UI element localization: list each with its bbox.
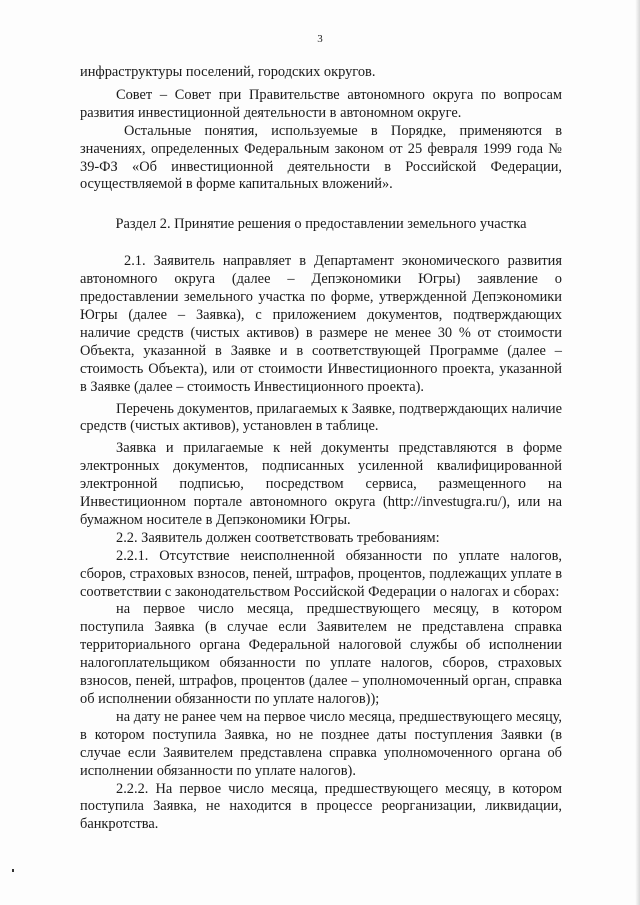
paragraph-other-terms: Остальные понятия, используемые в Порядке, применяются в значениях, определенных Федеральным законом от 25 февраля 1999 года № 39-ФЗ «Об инвестиционной деятельности в Российской Федерации, осуществляемой в форме капитальных вложений».	[80, 122, 562, 193]
paragraph-first-day-condition: на первое число месяца, предшествующего месяцу, в котором поступила Заявка (в случае если Заявителем не представлена справка территориального органа Федеральной налоговой службы об исполнении налогоплательщиком обязанности по уплате налогов, сборов, страховых взносов, пеней, штрафов, процентов (далее – уполномоченный орган, справка об исполнении обязанности по уплате налогов));	[80, 601, 562, 707]
paragraph-date-condition: на дату не ранее чем на первое число месяца, предшествующего месяцу, в котором поступила Заявка, но не позднее даты поступления Заявки (в случае если Заявителем представлена справка уполномоченного органа об исполнении обязанности по уплате налогов).	[80, 708, 562, 779]
scan-artifact	[12, 869, 14, 872]
paragraph-2-2-1: 2.2.1. Отсутствие неисполненной обязанности по уплате налогов, сборов, страховых взносов, пеней, штрафов, процентов, подлежащих уплате в соответствии с законодательством Российской Федерации о налогах и сборах:	[80, 547, 562, 600]
paragraph-documents-list: Перечень документов, прилагаемых к Заявке, подтверждающих наличие средств (чистых активов), установлен в таблице.	[80, 400, 562, 435]
paragraph-council-definition: Совет – Совет при Правительстве автономного округа по вопросам развития инвестиционной деятельности в автономном округе.	[80, 86, 562, 121]
paragraph-submission-form: Заявка и прилагаемые к ней документы представляются в форме электронных документов, подписанных усиленной квалифицированной электронной подписью, посредством сервиса, размещенного на Инвестиционном портале автономного округа (http://investugra.ru/), или на бумажном носителе в Депэкономики Югры.	[80, 440, 562, 528]
paragraph-2-2-2: 2.2.2. На первое число месяца, предшествующего месяцу, в котором поступила Заявка, не находится в процессе реорганизации, ликвидации, банкротства.	[80, 780, 562, 833]
paragraph-2-2: 2.2. Заявитель должен соответствовать требованиям:	[116, 529, 440, 546]
paragraph-continuation: инфраструктуры поселений, городских округов.	[80, 64, 376, 80]
section-heading: Раздел 2. Принятие решения о предоставлении земельного участка	[115, 216, 527, 233]
paragraph-2-1: 2.1. Заявитель направляет в Департамент экономического развития автономного округа (далее – Депэкономики Югры) заявление о предоставлении земельного участка по форме, утвержденной Депэкономики Югры (далее – Заявка), с приложением документов, подтверждающих наличие средств (чистых активов) в размере не менее 30 % от стоимости Объекта, указанной в Заявке и в соответствующей Программе (далее – стоимость Объекта), или от стоимости Инвестиционного проекта, указанной в Заявке (далее – стоимость Инвестиционного проекта).	[80, 253, 562, 395]
page-number: 3	[317, 33, 323, 45]
document-body	[80, 64, 562, 834]
page-edge-shadow	[635, 0, 640, 905]
